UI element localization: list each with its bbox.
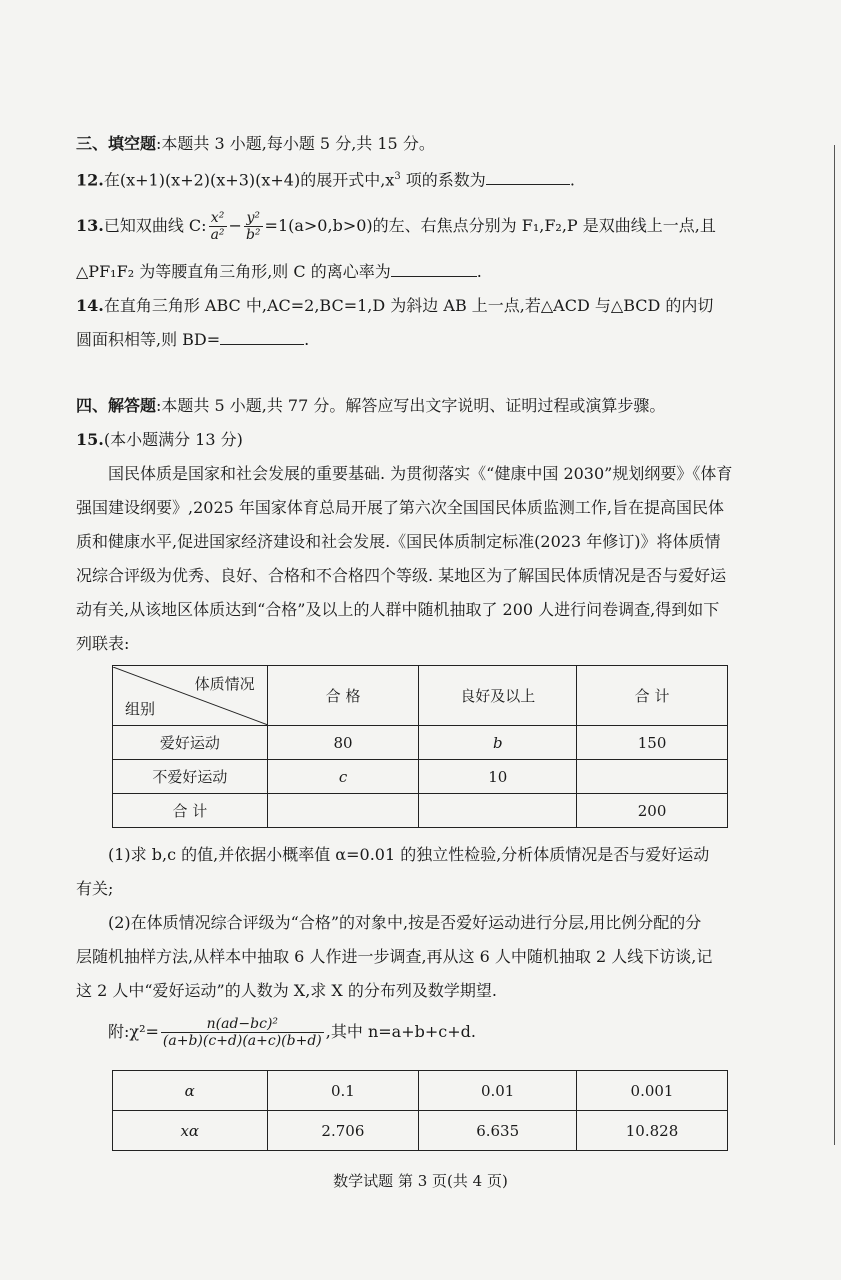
table-cell: 不爱好运动 (113, 760, 268, 794)
table-cell: 爱好运动 (113, 726, 268, 760)
formula-numerator: n(ad−bc)² (161, 1016, 324, 1033)
q13-fraction-x (209, 210, 227, 243)
q15-part1-line: 有关; (76, 879, 114, 898)
q14-answer-blank[interactable] (220, 330, 304, 345)
table-row (113, 1111, 728, 1151)
q12-end: . (569, 170, 575, 190)
chi-square-formula (108, 1016, 476, 1049)
table-cell (577, 760, 728, 794)
q15-part1-line: (1)求 b,c 的值,并依据小概率值 α=0.01 的独立性检验,分析体质情况是否与爱好运动 (108, 845, 710, 864)
table-corner-cell (113, 666, 268, 726)
table-cell: 10 (419, 760, 577, 794)
q13-end: . (476, 262, 482, 281)
q14-line1: 在直角三角形 ABC 中,AC=2,BC=1,D 为斜边 AB 上一点,若△ACD 与△BCD 的内切 (103, 296, 714, 315)
q15-title: (本小题满分 13 分) (103, 430, 243, 449)
table-cell (267, 794, 419, 828)
corner-bottom-label: 组别 (125, 699, 156, 718)
question-14-line2 (76, 330, 309, 351)
table-cell: xα (113, 1111, 268, 1151)
table-cell: 合 计 (113, 794, 268, 828)
table-row (113, 1071, 728, 1111)
table-header-row (113, 666, 728, 726)
table-header: 合 格 (267, 666, 419, 726)
section3-header (76, 134, 435, 155)
q13-line2: △PF₁F₂ 为等腰直角三角形,则 C 的离心率为 (76, 262, 391, 281)
q13-frac1-num: x² (209, 210, 227, 227)
formula-fraction (161, 1016, 324, 1049)
q12-answer-blank[interactable] (486, 170, 570, 185)
table-cell: 10.828 (577, 1111, 728, 1151)
q13-text-a: 已知双曲线 C: (103, 216, 207, 235)
right-margin-rule (834, 145, 835, 1145)
q12-text-a: 在(x+1)(x+2)(x+3)(x+4)的展开式中,x (103, 170, 395, 190)
q15-part2-line: 层随机抽样方法,从样本中抽取 6 人作进一步调查,再从这 6 人中随机抽取 2 人线下访谈,记 (76, 947, 713, 966)
q15-part2-line: (2)在体质情况综合评级为“合格”的对象中,按是否爱好运动进行分层,用比例分配的分 (108, 913, 702, 932)
q15-para-line: 强国建设纲要》,2025 年国家体育总局开展了第六次全国国民体质监测工作,旨在提高国民体 (76, 498, 724, 517)
table-header: 良好及以上 (419, 666, 577, 726)
table-row (113, 726, 728, 760)
q13-minus: − (228, 216, 242, 235)
question-13 (76, 210, 716, 243)
table-cell: 150 (577, 726, 728, 760)
q15-part2-line: 这 2 人中“爱好运动”的人数为 X,求 X 的分布列及数学期望. (76, 981, 497, 1000)
q15-para-line: 况综合评级为优秀、良好、合格和不合格四个等级. 某地区为了解国民体质情况是否与爱好运 (76, 566, 727, 585)
q15-para-line: 质和健康水平,促进国家经济建设和社会发展.《国民体质制定标准(2023 年修订)》将体质情 (76, 532, 721, 551)
section3-desc: :本题共 3 小题,每小题 5 分,共 15 分。 (156, 134, 435, 153)
q13-frac2-den: b² (245, 227, 261, 243)
q12-text-b: 项的系数为 (400, 170, 486, 190)
table-cell: 0.01 (419, 1071, 577, 1111)
q13-answer-blank[interactable] (391, 262, 477, 277)
q13-text-b: =1(a>0,b>0)的左、右焦点分别为 F₁,F₂,P 是双曲线上一点,且 (264, 216, 716, 235)
section4-heading: 四、解答题 (76, 396, 157, 415)
q13-fraction-y (244, 210, 263, 243)
section4-desc: :本题共 5 小题,共 77 分。解答应写出文字说明、证明过程或演算步骤。 (156, 396, 666, 415)
section4-header (76, 396, 665, 417)
q13-frac1-den: a² (210, 227, 225, 243)
table-cell: 80 (267, 726, 419, 760)
q12-sup: 3 (394, 171, 401, 182)
question-14 (76, 296, 713, 317)
table-row (113, 794, 728, 828)
question-13-line2 (76, 262, 482, 283)
formula-suffix: ,其中 n=a+b+c+d. (325, 1022, 476, 1041)
question-12 (76, 170, 575, 191)
q15-para-line: 动有关,从该地区体质达到“合格”及以上的人群中随机抽取了 200 人进行问卷调查,得到如下 (76, 600, 720, 619)
q15-para-line: 国民体质是国家和社会发展的重要基础. 为贯彻落实《“健康中国 2030”规划纲要》《体育 (108, 464, 733, 483)
formula-denominator: (a+b)(c+d)(a+c)(b+d) (162, 1033, 322, 1049)
table-cell: 2.706 (267, 1111, 419, 1151)
table-cell: 0.1 (267, 1071, 419, 1111)
contingency-table (112, 665, 728, 828)
critical-value-table (112, 1070, 728, 1151)
section3-heading: 三、填空题 (76, 134, 157, 153)
formula-prefix: 附:χ²= (108, 1022, 159, 1041)
table-cell: c (267, 760, 419, 794)
page-footer: 数学试题 第 3 页(共 4 页) (333, 1172, 508, 1190)
table-cell: 6.635 (419, 1111, 577, 1151)
table-cell: 0.001 (577, 1071, 728, 1111)
q14-end: . (304, 330, 310, 349)
corner-top-label: 体质情况 (194, 674, 255, 693)
table-cell (419, 794, 577, 828)
table-cell: 200 (577, 794, 728, 828)
table-header: 合 计 (577, 666, 728, 726)
q12-number: 12. (76, 170, 104, 190)
q13-frac2-num: y² (244, 210, 263, 227)
table-cell: α (113, 1071, 268, 1111)
question-15-title (76, 430, 243, 451)
q15-para-line: 列联表: (76, 634, 130, 653)
q13-number: 13. (76, 216, 104, 235)
q14-number: 14. (76, 296, 104, 315)
q14-line2: 圆面积相等,则 BD= (76, 330, 221, 349)
table-cell: b (419, 726, 577, 760)
table-row (113, 760, 728, 794)
q15-number: 15. (76, 430, 104, 449)
